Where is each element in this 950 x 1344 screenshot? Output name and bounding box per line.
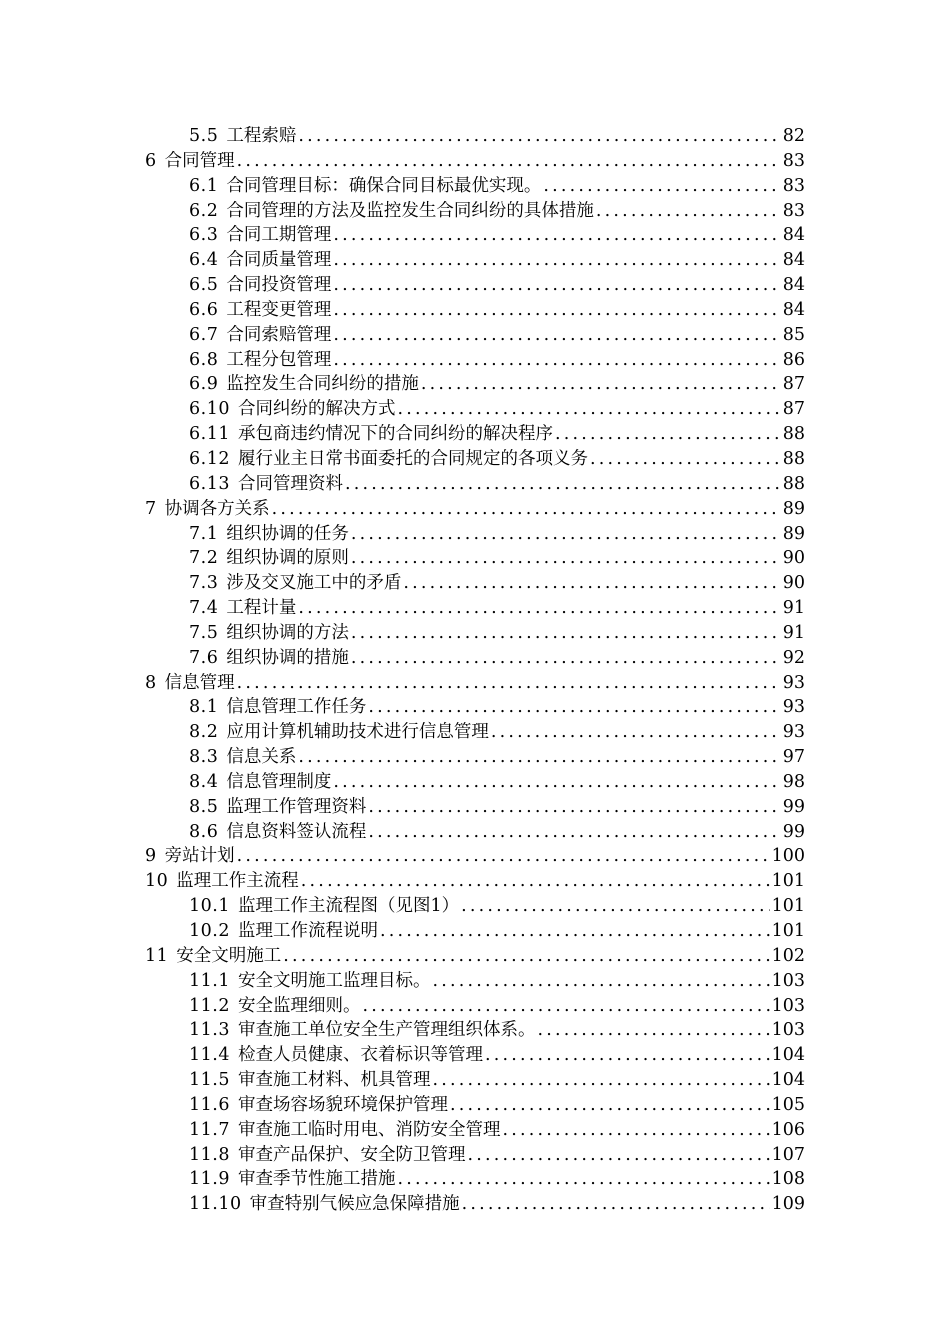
toc-entry[interactable] — [145, 844, 805, 869]
toc-dot-leader — [351, 546, 781, 571]
toc-dot-leader — [485, 1043, 770, 1068]
toc-entry-title: 信息管理工作任务 — [226, 697, 367, 718]
toc-entry[interactable] — [145, 919, 805, 944]
toc-dot-leader — [283, 944, 769, 969]
toc-entry-title: 履行业主日常书面委托的合同规定的各项义务 — [237, 448, 588, 469]
toc-entry-title: 审查施工材料、机具管理 — [237, 1070, 431, 1091]
toc-entry-title: 组织协调的任务 — [226, 523, 349, 544]
toc-dot-leader — [467, 1143, 769, 1168]
toc-entry-page-number: 88 — [782, 448, 805, 469]
toc-dot-leader — [298, 745, 780, 770]
toc-entry-title: 组织协调的方法 — [226, 622, 349, 643]
toc-dot-leader — [368, 695, 780, 720]
toc-entry-number: 10 — [145, 871, 169, 892]
toc-entry[interactable] — [145, 969, 805, 994]
toc-entry-number: 7.6 — [189, 647, 219, 668]
toc-entry-page-number: 109 — [771, 1194, 805, 1215]
toc-entry-page-number: 83 — [782, 175, 805, 196]
toc-dot-leader — [301, 869, 770, 894]
toc-entry[interactable] — [145, 298, 805, 323]
toc-entry-number: 7.3 — [189, 573, 219, 594]
toc-entry[interactable] — [145, 273, 805, 298]
toc-entry-page-number: 84 — [782, 275, 805, 296]
toc-entry-page-number: 83 — [782, 150, 805, 171]
toc-entry[interactable] — [145, 869, 805, 894]
toc-entry-number: 9 — [145, 846, 157, 867]
toc-entry-number: 6.9 — [189, 374, 219, 395]
toc-entry[interactable] — [145, 397, 805, 422]
toc-entry-page-number: 84 — [782, 250, 805, 271]
toc-entry-number: 11.2 — [189, 995, 230, 1016]
toc-dot-leader — [333, 298, 780, 323]
toc-entry[interactable] — [145, 248, 805, 273]
toc-dot-leader — [272, 497, 781, 522]
toc-entry[interactable] — [145, 1068, 805, 1093]
toc-entry-title: 旁站计划 — [164, 846, 235, 867]
toc-entry-title: 信息资料签认流程 — [226, 821, 367, 842]
toc-entry-title: 合同管理 — [164, 150, 235, 171]
toc-entry-page-number: 101 — [771, 921, 805, 941]
toc-entry-number: 7.1 — [189, 523, 219, 544]
toc-dot-leader — [491, 720, 781, 745]
toc-entry-title: 安全文明施工 — [176, 945, 282, 966]
toc-entry-title: 涉及交叉施工中的矛盾 — [226, 573, 402, 594]
toc-dot-leader — [362, 994, 769, 1019]
toc-entry-page-number: 92 — [782, 647, 805, 668]
toc-entry[interactable] — [145, 372, 805, 397]
toc-entry[interactable] — [145, 994, 805, 1019]
toc-entry-title: 协调各方关系 — [164, 498, 270, 519]
toc-entry-number: 11.5 — [189, 1070, 230, 1091]
toc-entry-title: 应用计算机辅助技术进行信息管理 — [226, 722, 489, 743]
toc-entry-number: 11.10 — [189, 1194, 242, 1215]
toc-entry-number: 10.1 — [189, 896, 230, 917]
toc-entry-number: 6.6 — [189, 299, 219, 320]
toc-entry-title: 合同投资管理 — [226, 275, 332, 296]
toc-entry-title: 信息管理制度 — [226, 771, 332, 792]
toc-entry-page-number: 91 — [782, 622, 805, 643]
toc-entry-page-number: 89 — [782, 498, 805, 519]
toc-entry-title: 监控发生合同纠纷的措施 — [226, 374, 419, 395]
toc-entry-page-number: 88 — [782, 473, 805, 494]
toc-entry-title: 监理工作主流程图（见图1） — [237, 896, 460, 917]
toc-dot-leader — [461, 894, 769, 919]
toc-entry-page-number: 103 — [771, 1020, 805, 1041]
toc-entry[interactable] — [145, 348, 805, 373]
toc-entry-number: 6.1 — [189, 175, 219, 196]
toc-entry-number: 11.1 — [189, 970, 230, 991]
toc-entry-title: 组织协调的原则 — [226, 548, 349, 569]
toc-entry-page-number: 93 — [782, 672, 805, 693]
toc-entry-page-number: 84 — [782, 225, 805, 246]
toc-entry[interactable] — [145, 1093, 805, 1118]
toc-entry-number: 6.3 — [189, 225, 219, 246]
toc-entry-number: 8 — [145, 672, 157, 693]
toc-entry-number: 8.5 — [189, 796, 219, 817]
toc-entry-page-number: 88 — [782, 424, 805, 445]
toc-dot-leader — [333, 323, 780, 348]
toc-entry[interactable] — [145, 199, 805, 224]
toc-dot-leader — [298, 124, 780, 149]
toc-dot-leader — [333, 348, 780, 373]
toc-entry-title: 工程变更管理 — [226, 299, 332, 320]
toc-entry[interactable] — [145, 795, 805, 820]
toc-entry[interactable] — [145, 1167, 805, 1192]
toc-dot-leader — [237, 844, 770, 869]
toc-entry-page-number: 84 — [782, 299, 805, 320]
toc-entry-title: 合同管理的方法及监控发生合同纠纷的具体措施 — [226, 200, 594, 221]
toc-entry-page-number: 90 — [782, 573, 805, 594]
toc-entry-number: 11.3 — [189, 1020, 230, 1041]
toc-dot-leader — [333, 223, 780, 248]
toc-entry[interactable] — [145, 447, 805, 472]
toc-dot-leader — [537, 1018, 769, 1043]
toc-dot-leader — [237, 149, 781, 174]
toc-entry[interactable] — [145, 223, 805, 248]
toc-entry-title: 合同索赔管理 — [226, 324, 332, 345]
toc-dot-leader — [596, 199, 781, 224]
toc-entry-title: 审查场容场貌环境保护管理 — [237, 1094, 448, 1115]
toc-entry-number: 6.2 — [189, 200, 219, 221]
toc-entry-title: 合同质量管理 — [226, 250, 332, 271]
toc-entry[interactable] — [145, 497, 805, 522]
toc-dot-leader — [555, 422, 781, 447]
toc-entry-title: 组织协调的措施 — [226, 647, 349, 668]
toc-entry[interactable] — [145, 596, 805, 621]
toc-entry-number: 6.7 — [189, 324, 219, 345]
toc-entry-title: 合同纠纷的解决方式 — [237, 399, 396, 420]
toc-entry-page-number: 90 — [782, 548, 805, 569]
toc-entry-page-number: 105 — [771, 1094, 805, 1115]
toc-entry-number: 7 — [145, 498, 157, 519]
toc-entry-number: 11.7 — [189, 1119, 230, 1140]
toc-entry[interactable] — [145, 1043, 805, 1068]
toc-dot-leader — [397, 397, 780, 422]
toc-entry[interactable] — [145, 1018, 805, 1043]
toc-entry-number: 6.8 — [189, 349, 219, 370]
toc-entry-title: 信息管理 — [164, 672, 235, 693]
toc-entry-page-number: 102 — [771, 945, 805, 966]
toc-entry-number: 6.13 — [189, 473, 230, 494]
toc-entry-page-number: 93 — [782, 722, 805, 743]
toc-dot-leader — [432, 1068, 769, 1093]
toc-dot-leader — [432, 969, 769, 994]
toc-entry-page-number: 107 — [771, 1144, 805, 1165]
toc-entry[interactable] — [145, 695, 805, 720]
table-of-contents — [145, 124, 805, 1217]
toc-entry-number: 10.2 — [189, 921, 230, 941]
toc-entry-number: 11.8 — [189, 1144, 230, 1165]
toc-entry-page-number: 108 — [771, 1169, 805, 1190]
toc-entry-number: 11.9 — [189, 1169, 230, 1190]
toc-entry-page-number: 103 — [771, 995, 805, 1016]
toc-entry-title: 信息关系 — [226, 747, 297, 768]
toc-entry-page-number: 103 — [771, 970, 805, 991]
toc-entry-number: 11.4 — [189, 1045, 230, 1066]
toc-entry-page-number: 100 — [771, 846, 805, 867]
toc-entry-number: 7.4 — [189, 598, 219, 619]
toc-dot-leader — [345, 472, 781, 497]
toc-entry-page-number: 87 — [782, 374, 805, 395]
toc-entry[interactable] — [145, 546, 805, 571]
toc-dot-leader — [543, 174, 780, 199]
toc-entry-page-number: 82 — [782, 126, 805, 146]
toc-dot-leader — [351, 522, 781, 547]
toc-entry-page-number: 89 — [782, 523, 805, 544]
toc-entry[interactable] — [145, 720, 805, 745]
toc-dot-leader — [298, 596, 780, 621]
toc-entry-page-number: 99 — [782, 796, 805, 817]
toc-entry-number: 8.1 — [189, 697, 219, 718]
toc-entry-page-number: 86 — [782, 349, 805, 370]
toc-entry-title: 审查施工单位安全生产管理组织体系。 — [237, 1020, 536, 1041]
toc-entry-number: 6.10 — [189, 399, 230, 420]
toc-entry-page-number: 104 — [771, 1045, 805, 1066]
toc-entry-title: 承包商违约情况下的合同纠纷的解决程序 — [237, 424, 553, 445]
toc-entry-page-number: 104 — [771, 1070, 805, 1091]
toc-entry-number: 6.5 — [189, 275, 219, 296]
toc-entry-page-number: 87 — [782, 399, 805, 420]
toc-entry-page-number: 101 — [771, 896, 805, 917]
toc-dot-leader — [502, 1118, 769, 1143]
toc-dot-leader — [397, 1167, 769, 1192]
toc-entry[interactable] — [145, 944, 805, 969]
toc-entry-page-number: 85 — [782, 324, 805, 345]
toc-entry-title: 工程索赔 — [226, 126, 297, 146]
toc-entry-title: 审查特别气候应急保障措施 — [249, 1194, 460, 1215]
toc-entry[interactable] — [145, 894, 805, 919]
toc-entry-number: 6 — [145, 150, 157, 171]
toc-entry[interactable] — [145, 522, 805, 547]
toc-entry-title: 工程计量 — [226, 598, 297, 619]
toc-entry-title: 安全监理细则。 — [237, 995, 361, 1016]
toc-entry-number: 8.6 — [189, 821, 219, 842]
toc-entry-title: 监理工作主流程 — [176, 871, 299, 892]
toc-entry-number: 7.2 — [189, 548, 219, 569]
toc-entry-title: 工程分包管理 — [226, 349, 332, 370]
toc-dot-leader — [368, 820, 780, 845]
toc-entry-title: 监理工作管理资料 — [226, 796, 367, 817]
toc-entry-page-number: 83 — [782, 200, 805, 221]
toc-entry-number: 6.11 — [189, 424, 230, 445]
toc-entry-title: 审查季节性施工措施 — [237, 1169, 396, 1190]
toc-entry[interactable] — [145, 422, 805, 447]
toc-entry-title: 合同工期管理 — [226, 225, 332, 246]
toc-entry-number: 8.3 — [189, 747, 219, 768]
toc-entry-page-number: 106 — [771, 1119, 805, 1140]
toc-entry[interactable] — [145, 149, 805, 174]
toc-entry-number: 6.4 — [189, 250, 219, 271]
toc-entry-page-number: 99 — [782, 821, 805, 842]
toc-entry-number: 11.6 — [189, 1094, 230, 1115]
toc-entry[interactable] — [145, 671, 805, 696]
toc-entry-title: 监理工作流程说明 — [237, 921, 378, 941]
toc-entry[interactable] — [145, 174, 805, 199]
toc-entry[interactable] — [145, 745, 805, 770]
toc-dot-leader — [237, 671, 781, 696]
toc-entry-number: 8.4 — [189, 771, 219, 792]
toc-entry[interactable] — [145, 770, 805, 795]
toc-entry[interactable] — [145, 472, 805, 497]
toc-entry-number: 8.2 — [189, 722, 219, 743]
toc-dot-leader — [450, 1093, 770, 1118]
toc-entry-title: 合同管理资料 — [237, 473, 343, 494]
toc-entry[interactable] — [145, 1192, 805, 1217]
toc-dot-leader — [351, 646, 781, 671]
toc-entry[interactable] — [145, 820, 805, 845]
toc-dot-leader — [590, 447, 781, 472]
toc-entry-page-number: 93 — [782, 697, 805, 718]
toc-dot-leader — [333, 248, 780, 273]
toc-dot-leader — [462, 1192, 770, 1217]
toc-entry[interactable] — [145, 323, 805, 348]
toc-entry[interactable] — [145, 124, 805, 149]
toc-entry-title: 审查施工临时用电、消防安全管理 — [237, 1119, 501, 1140]
toc-entry-title: 合同管理目标：确保合同目标最优实现。 — [226, 175, 542, 196]
toc-entry[interactable] — [145, 1143, 805, 1168]
toc-dot-leader — [403, 571, 780, 596]
toc-entry[interactable] — [145, 1118, 805, 1143]
toc-entry-page-number: 98 — [782, 771, 805, 792]
toc-entry[interactable] — [145, 571, 805, 596]
toc-entry-number: 5.5 — [189, 126, 219, 146]
toc-entry-number: 7.5 — [189, 622, 219, 643]
toc-entry-page-number: 101 — [771, 871, 805, 892]
toc-entry-title: 审查产品保护、安全防卫管理 — [237, 1144, 466, 1165]
toc-dot-leader — [351, 621, 781, 646]
toc-entry-title: 检查人员健康、衣着标识等管理 — [237, 1045, 483, 1066]
toc-dot-leader — [333, 273, 780, 298]
toc-dot-leader — [368, 795, 780, 820]
toc-entry-title: 安全文明施工监理目标。 — [237, 970, 431, 991]
toc-entry[interactable] — [145, 621, 805, 646]
toc-entry[interactable] — [145, 646, 805, 671]
toc-entry-page-number: 91 — [782, 598, 805, 619]
toc-entry-page-number: 97 — [782, 747, 805, 768]
toc-entry-number: 6.12 — [189, 448, 230, 469]
toc-dot-leader — [421, 372, 781, 397]
toc-dot-leader — [380, 919, 770, 944]
toc-dot-leader — [333, 770, 780, 795]
toc-entry-number: 11 — [145, 945, 169, 966]
